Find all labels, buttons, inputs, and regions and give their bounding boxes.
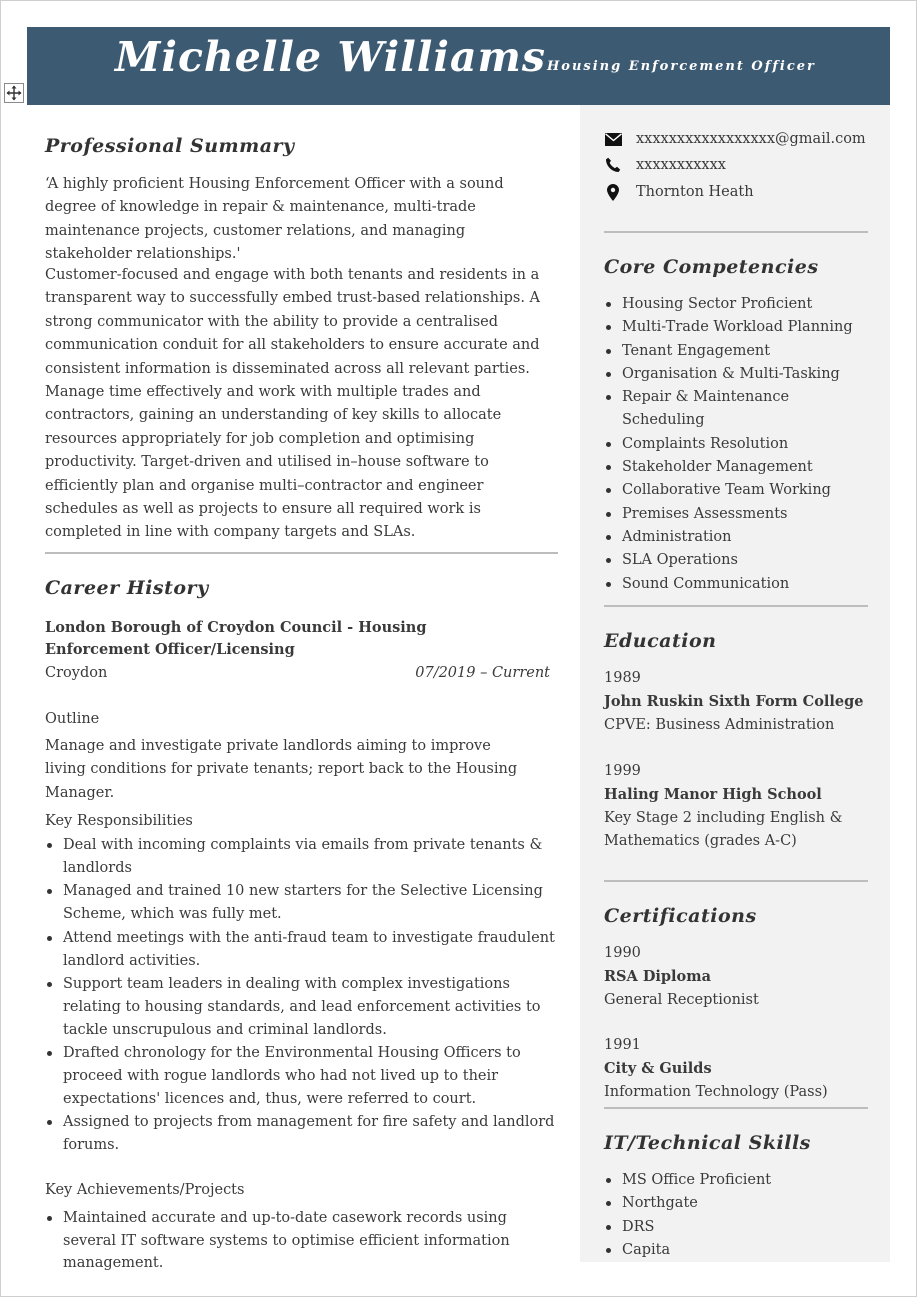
job-location: Croydon — [45, 665, 108, 681]
education-detail: Key Stage 2 including English & Mathematics (grades A-C) — [604, 809, 843, 850]
divider — [604, 1107, 868, 1109]
map-pin-icon — [604, 183, 622, 201]
divider — [604, 605, 868, 607]
section-heading-it-skills: IT/Technical Skills — [604, 1132, 811, 1154]
certification-year: 1990 — [604, 945, 641, 961]
summary-body: Customer-focused and engage with both tenants and residents in a transparent way to successfully embed trust-based relationships. A strong communicator with the ability to provide a centralised communication conduit for all stakeholders to ensure accurate and consistent information is disseminated across all relevant parties. Manage time effectively and work with multiple trades and contractors, gaining an understanding of key skills to allocate resources appropriately for job completion and optimising productivity. Target-driven and utilised in–house software to efficiently plan and organise multi–contractor and engineer schedules as well as projects to ensure all required work is completed in line with company targets and SLAs. — [45, 267, 541, 541]
education-year: 1999 — [604, 763, 641, 779]
education-entry — [604, 667, 869, 737]
list-item: Repair & Maintenance Scheduling — [604, 386, 874, 433]
certification-year: 1991 — [604, 1037, 641, 1053]
header-banner — [27, 27, 890, 105]
summary-quote: ‘A highly proficient Housing Enforcement Officer with a sound degree of knowledge in repair & maintenance, multi-trade maintenance projects, customer relations, and managing stakeholder relationships.' — [45, 176, 504, 263]
list-item: Drafted chronology for the Environmental Housing Officers to proceed with rogue landlords who had not lived up to their expectations' licences and, thus, were referred to court. — [45, 1042, 555, 1110]
certification-detail: Information Technology (Pass) — [604, 1083, 828, 1100]
outline-label: Outline — [45, 711, 100, 727]
education-institution: Haling Manor High School — [604, 786, 822, 804]
education-detail: CPVE: Business Administration — [604, 716, 835, 733]
list-item: Premises Assessments — [604, 503, 874, 526]
table-move-handle-icon[interactable] — [4, 83, 24, 103]
education-institution: John Ruskin Sixth Form College — [604, 693, 864, 711]
list-item: SLA Operations — [604, 549, 874, 572]
certification-detail: General Receptionist — [604, 991, 759, 1008]
responsibilities-list — [45, 834, 555, 1157]
email-text: xxxxxxxxxxxxxxxxx@gmail.com — [636, 131, 866, 147]
list-item: Support team leaders in dealing with complex investigations relating to housing standards, and lead enforcement activities to tackle unscrupulous and criminal landlords. — [45, 973, 555, 1041]
list-item: Complaints Resolution — [604, 433, 874, 456]
list-item: Organisation & Multi-Tasking — [604, 363, 874, 386]
list-item: Administration — [604, 526, 874, 549]
contact-email — [604, 130, 866, 148]
phone-icon — [604, 156, 622, 174]
location-text: Thornton Heath — [636, 184, 754, 200]
list-item: MS Office Proficient — [604, 1169, 874, 1192]
list-item: DRS — [604, 1216, 874, 1239]
list-item: Managed and trained 10 new starters for the Selective Licensing Scheme, which was fully met. — [45, 880, 555, 925]
certification-entry — [604, 1034, 869, 1104]
certification-entry — [604, 942, 869, 1012]
competencies-list — [604, 293, 874, 596]
responsibilities-label: Key Responsibilities — [45, 813, 193, 829]
contact-phone — [604, 156, 726, 174]
job-dates: 07/2019 – Current — [415, 665, 550, 681]
divider — [45, 552, 558, 554]
list-item: Deal with incoming complaints via emails from private tenants & landlords — [45, 834, 555, 879]
list-item: Tenant Engagement — [604, 340, 874, 363]
list-item: Collaborative Team Working — [604, 479, 874, 502]
achievements-list — [45, 1207, 555, 1275]
list-item: Northgate — [604, 1192, 874, 1215]
section-heading-career: Career History — [45, 577, 209, 599]
list-item: Multi-Trade Workload Planning — [604, 316, 874, 339]
achievements-label: Key Achievements/Projects — [45, 1182, 245, 1198]
job-title: London Borough of Croydon Council - Housing Enforcement Officer/Licensing — [45, 619, 427, 658]
contact-location — [604, 183, 754, 201]
outline-text: Manage and investigate private landlords aiming to improve living conditions for private tenants; report back to the Housing Manager. — [45, 738, 518, 801]
candidate-role: Housing Enforcement Officer — [547, 59, 816, 74]
divider — [604, 880, 868, 882]
section-heading-competencies: Core Competencies — [604, 256, 819, 278]
education-year: 1989 — [604, 670, 641, 686]
list-item: Attend meetings with the anti-fraud team to investigate fraudulent landlord activities. — [45, 927, 555, 972]
envelope-icon — [604, 130, 622, 148]
certification-name: RSA Diploma — [604, 968, 711, 986]
list-item: Maintained accurate and up-to-date casework records using several IT software systems to optimise efficient information management. — [45, 1207, 555, 1275]
section-heading-certifications: Certifications — [604, 905, 757, 927]
sidebar — [580, 105, 890, 1262]
phone-text: xxxxxxxxxxx — [636, 157, 726, 173]
list-item: Capita — [604, 1239, 874, 1262]
list-item: Housing Sector Proficient — [604, 293, 874, 316]
divider — [604, 231, 868, 233]
education-entry — [604, 760, 869, 854]
candidate-name: Michelle Williams — [115, 33, 546, 81]
list-item: Sound Communication — [604, 573, 874, 596]
section-heading-education: Education — [604, 630, 717, 652]
list-item: Stakeholder Management — [604, 456, 874, 479]
section-heading-summary: Professional Summary — [45, 135, 295, 157]
it-skills-list — [604, 1169, 874, 1262]
list-item: Assigned to projects from management for fire safety and landlord forums. — [45, 1111, 555, 1156]
certification-name: City & Guilds — [604, 1060, 712, 1078]
